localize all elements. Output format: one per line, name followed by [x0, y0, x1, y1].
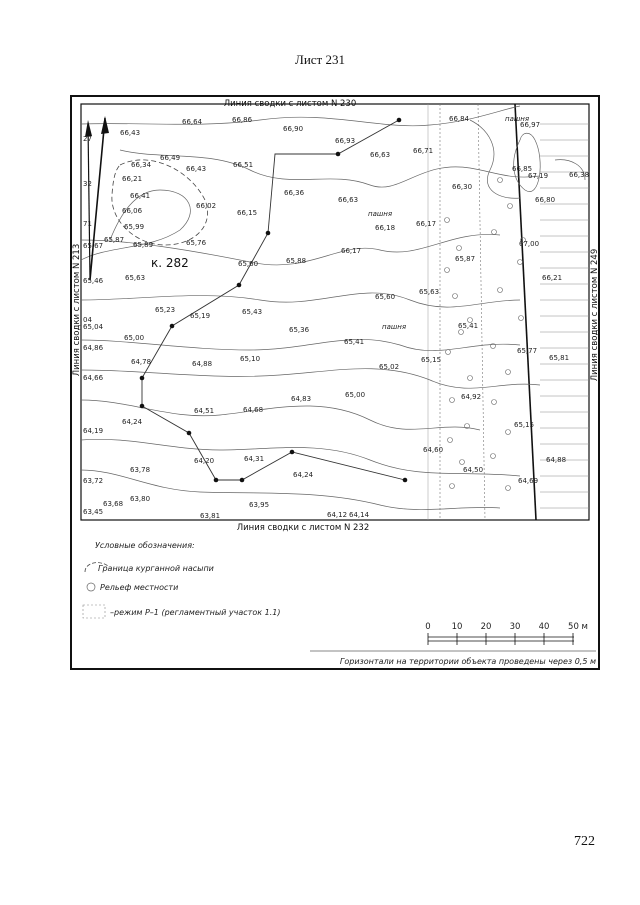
zone-boundary-line-2 — [478, 104, 485, 520]
elevation-label: 64,68 — [243, 406, 264, 414]
elevation-label: 66,43 — [120, 129, 141, 137]
elevation-label: 65,43 — [242, 308, 263, 316]
elevation-label: 66,02 — [196, 202, 217, 210]
elevation-label: 66,30 — [452, 183, 473, 191]
edge-label-right: Линия сводки с листом N 249 — [590, 248, 600, 382]
elevation-label: 66,63 — [370, 151, 391, 159]
relief-markers — [445, 178, 526, 491]
scale-tick-40: 40 — [538, 622, 550, 632]
scale-tick-0: 0 — [425, 622, 431, 632]
elevation-label: 65,10 — [240, 355, 261, 363]
elevation-label: 67,19 — [528, 172, 549, 180]
elevation-label: 66,85 — [512, 165, 533, 173]
edge-number-label: 04 — [83, 316, 92, 324]
edge-number-label: 27 — [83, 135, 92, 143]
elevation-label: 66,64 — [182, 118, 203, 126]
scale-tick-30: 30 — [509, 622, 521, 632]
elevation-label: 65,81 — [549, 354, 570, 362]
elevation-label: 65,15 — [514, 421, 535, 429]
elevation-label: 65,63 — [419, 288, 440, 296]
elevation-label: 64,60 — [423, 446, 444, 454]
elevation-label: 64,88 — [546, 456, 567, 464]
edge-number-label: 32 — [83, 180, 92, 188]
elevation-label: 63,78 — [130, 466, 151, 474]
elevation-label: 65,88 — [286, 257, 307, 265]
elevation-label: 66,21 — [542, 274, 563, 282]
elevation-label: 65,60 — [375, 293, 396, 301]
elevation-label: 66,38 — [569, 171, 590, 179]
edge-label-top: Линия сводки с листом N 230 — [223, 99, 357, 109]
elevation-label: 66,15 — [237, 209, 258, 217]
elevation-label: 66,21 — [122, 175, 143, 183]
elevation-label: 66,49 — [160, 154, 181, 162]
legend-item-relief: Рельеф местности — [100, 583, 179, 592]
elevation-label: 64,12 — [327, 511, 348, 519]
elevation-label: 66,17 — [416, 220, 437, 228]
elevation-label: 64,86 — [83, 344, 104, 352]
elevation-label: 65,89 — [133, 241, 154, 249]
elevation-label: 66,86 — [232, 116, 253, 124]
elevation-label: 64,69 — [518, 477, 539, 485]
elevation-label: 66,18 — [375, 224, 396, 232]
elevation-label: 66,84 — [449, 115, 470, 123]
elevation-label: 66,93 — [335, 137, 356, 145]
elevation-label: 65,46 — [83, 277, 104, 285]
elevation-label: 65,41 — [344, 338, 365, 346]
elevation-label: 63,72 — [83, 477, 104, 485]
elevation-label: 64,14 — [349, 511, 370, 519]
elevation-label: 64,78 — [131, 358, 152, 366]
elevation-label: 66,36 — [284, 189, 305, 197]
land-use-label: пашня — [382, 323, 407, 331]
elevation-label: 66,71 — [413, 147, 434, 155]
elevation-label: 65,41 — [458, 322, 479, 330]
elevation-label: 65,36 — [289, 326, 310, 334]
elevation-label: 65,63 — [125, 274, 146, 282]
land-use-label: пашня — [368, 210, 393, 218]
elevation-label: 66,43 — [186, 165, 207, 173]
relief-icon — [87, 583, 95, 591]
elevation-label: 64,92 — [461, 393, 482, 401]
scale-tick-20: 20 — [480, 622, 492, 632]
elevation-label: 65,04 — [83, 323, 104, 331]
elevation-label: 65,60 — [238, 260, 259, 268]
scale-tick-10: 10 — [451, 622, 463, 632]
elevation-label: 64,31 — [244, 455, 265, 463]
elevation-label: 64,50 — [463, 466, 484, 474]
legend-item-mound: Граница курганной насыпи — [98, 564, 214, 573]
elevation-label: 63,45 — [83, 508, 104, 516]
elevation-label: 64,66 — [83, 374, 104, 382]
scale-bar — [310, 622, 596, 651]
edge-label-left: Линия сводки с листом N 213 — [72, 243, 82, 377]
elevation-label: 65,87 — [104, 236, 125, 244]
zone-icon — [83, 605, 105, 618]
elevation-label: 65,99 — [124, 223, 145, 231]
legend-item-zone: –режим Р–1 (регламентный участок 1.1) — [110, 608, 281, 617]
elevation-label: 66,34 — [131, 161, 152, 169]
elevation-label: 66,06 — [122, 207, 143, 215]
elevation-label: 64,51 — [194, 407, 215, 415]
survey-traverse — [140, 118, 408, 483]
scale-tick-50: 50 м — [568, 622, 588, 632]
elevation-label: 63,68 — [103, 500, 124, 508]
elevation-label: 65,23 — [155, 306, 176, 314]
legend-heading: Условные обозначения: — [95, 541, 195, 550]
edge-label-bottom: Линия сводки с листом N 232 — [236, 523, 370, 533]
elevation-label: 65,87 — [455, 255, 476, 263]
mound-label: к. 282 — [151, 256, 189, 270]
elevation-label: 63,95 — [249, 501, 270, 509]
elevation-label: 64,24 — [293, 471, 314, 479]
elevation-label: 66,51 — [233, 161, 254, 169]
elevation-label: 65,77 — [517, 347, 538, 355]
elevation-label: 64,19 — [83, 427, 104, 435]
elevation-label: 66,17 — [341, 247, 362, 255]
elevation-label: 66,90 — [283, 125, 304, 133]
elevation-label: 66,80 — [535, 196, 556, 204]
elevation-label: 63,80 — [130, 495, 151, 503]
elevation-label: 64,83 — [291, 395, 312, 403]
elevation-label: 66,97 — [520, 121, 541, 129]
elevation-label: 65,00 — [345, 391, 366, 399]
elevation-label: 65,19 — [190, 312, 211, 320]
elevation-label: 64,24 — [122, 418, 143, 426]
elevation-label: 66,41 — [130, 192, 151, 200]
footer-note: Горизонтали на территории объекта проведены через 0,5 м — [339, 657, 596, 666]
page-number: 722 — [574, 834, 595, 849]
elevation-label: 67,00 — [519, 240, 540, 248]
elevation-label: 63,81 — [200, 512, 221, 520]
elevation-label: 65,76 — [186, 239, 207, 247]
elevation-label: 65,15 — [421, 356, 442, 364]
elevation-label: 65,00 — [124, 334, 145, 342]
elevation-label: 65,67 — [83, 242, 104, 250]
elevation-label: 65,02 — [379, 363, 400, 371]
land-use-label: пашня — [505, 115, 530, 123]
edge-number-label: 71 — [83, 220, 92, 228]
sheet-title: Лист 231 — [295, 52, 345, 67]
elevation-label: 66,63 — [338, 196, 359, 204]
elevation-label: 64,20 — [194, 457, 215, 465]
elevation-label: 64,88 — [192, 360, 213, 368]
